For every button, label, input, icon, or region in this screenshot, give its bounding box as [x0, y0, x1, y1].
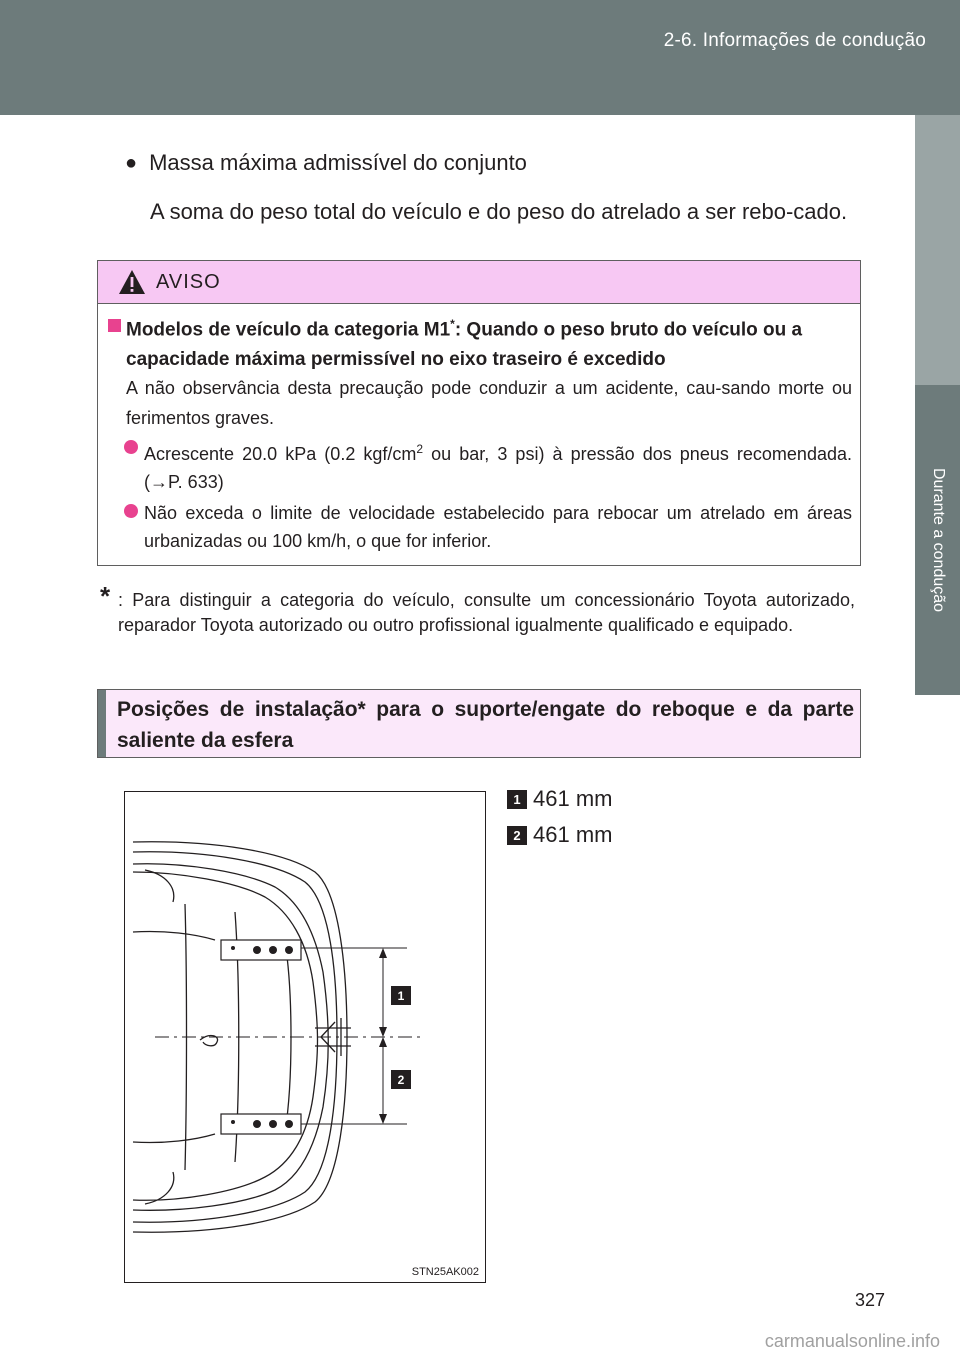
measurement-2-value: 461 mm [533, 822, 613, 847]
section-header: 2-6. Informações de condução [663, 30, 926, 51]
intro-paragraph: A soma do peso total do veículo e do peso do atrelado a ser rebo-cado. [150, 199, 848, 224]
header-band [0, 0, 960, 115]
warning-header [98, 261, 860, 304]
number-badge-1: 1 [507, 790, 527, 809]
intro-bullet [125, 150, 527, 176]
warning-title: AVISO [156, 270, 221, 293]
measurement-2 [507, 822, 612, 848]
tow-hitch-diagram [124, 791, 486, 1283]
bullet-icon: ● [125, 151, 138, 174]
footnote [100, 581, 855, 638]
warning-bullet1-part1: Acrescente 20.0 kPa (0.2 kgf/cm [144, 444, 417, 464]
warning-box [97, 260, 861, 566]
vehicle-rear-diagram [125, 792, 485, 1282]
warning-subtitle-sup: * [450, 317, 455, 331]
watermark: carmanualsonline.info [764, 1331, 940, 1351]
pink-bullet-icon [124, 504, 138, 518]
diagram-label-2: 2 [397, 1073, 405, 1087]
warning-bullet1-sup: 2 [416, 442, 424, 456]
warning-paragraph: A não observância desta precaução pode conduzir a um acidente, cau-sando morte ou ferimentos graves. [126, 378, 852, 428]
number-badge-2: 2 [507, 826, 527, 845]
footnote-mark: * [100, 581, 111, 611]
diagram-code: STN25AK002 [411, 1266, 479, 1278]
page-number: 327 [854, 1290, 885, 1310]
pink-bullet-icon [124, 440, 138, 454]
warning-subtitle [126, 309, 852, 375]
section-title: Posições de instalação* para o suporte/engate do reboque e da parte saliente da esfera [117, 698, 854, 752]
section-heading-bar [98, 690, 106, 757]
side-tab-number-block [915, 115, 960, 385]
warning-bullet-1 [144, 435, 852, 496]
warning-subtitle-part2: : Quando o peso bruto do veículo ou a capacidade máxima permissível no eixo traseiro é excedido [126, 319, 803, 371]
measurement-1 [507, 786, 612, 812]
side-tab-label: Durante a condução [929, 467, 947, 613]
warning-bullet-2 [144, 499, 852, 555]
side-tab-chapter[interactable] [915, 385, 960, 695]
intro-bullet-title: Massa máxima admissível do conjunto [149, 150, 527, 175]
warning-subtitle-part1: Modelos de veículo da categoria M1 [126, 319, 451, 341]
warning-bullet2-text: Não exceda o limite de velocidade estabelecido para rebocar um atrelado em áreas urbanizadas ou 100 km/h, o que for inferior. [144, 503, 852, 551]
warning-triangle-icon [118, 269, 146, 295]
square-bullet-icon [108, 319, 121, 332]
warning-bullet1-part2: ou bar, 3 psi) à pressão dos pneus recomendada. (→P. 633) [144, 444, 852, 492]
diagram-label-1: 1 [397, 989, 405, 1003]
section-heading-box [97, 689, 861, 758]
footnote-text: : Para distinguir a categoria do veículo, consulte um concessionário Toyota autorizado, reparador Toyota autorizado ou outro profissional igualmente qualificado e equipado. [118, 590, 855, 635]
measurement-1-value: 461 mm [533, 786, 613, 811]
